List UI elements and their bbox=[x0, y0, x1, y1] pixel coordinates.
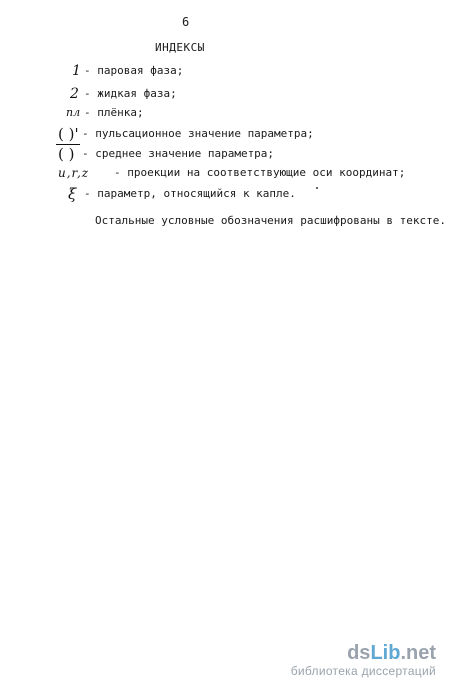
index-description: - пульсационное значение параметра; bbox=[82, 127, 314, 140]
index-symbol: ( ) bbox=[58, 145, 75, 163]
closing-note: Остальные условные обозначения расшифрованы в тексте. bbox=[95, 214, 446, 227]
index-description: - плёнка; bbox=[84, 106, 144, 119]
index-symbol: ( )' bbox=[58, 125, 79, 143]
index-symbol: пл bbox=[66, 106, 81, 119]
index-symbol: 1 bbox=[72, 63, 81, 79]
watermark-logo: dsLib.net bbox=[347, 642, 436, 664]
stray-dot bbox=[316, 187, 318, 189]
index-symbol: u,r,z bbox=[58, 166, 90, 180]
index-description: - параметр, относящийся к капле. bbox=[84, 187, 296, 200]
watermark-tagline: библиотека диссертаций bbox=[290, 664, 436, 678]
index-description: - среднее значение параметра; bbox=[82, 147, 275, 160]
page-title: ИНДЕКСЫ bbox=[155, 41, 205, 54]
index-description: - проекции на соответствующие оси координат; bbox=[114, 166, 406, 179]
index-description: - жидкая фаза; bbox=[84, 87, 177, 100]
index-description: - паровая фаза; bbox=[84, 64, 184, 77]
watermark bbox=[291, 642, 436, 678]
page-number: 6 bbox=[182, 15, 190, 29]
index-symbol: ξ bbox=[68, 185, 77, 203]
index-symbol: 2 bbox=[70, 86, 79, 102]
